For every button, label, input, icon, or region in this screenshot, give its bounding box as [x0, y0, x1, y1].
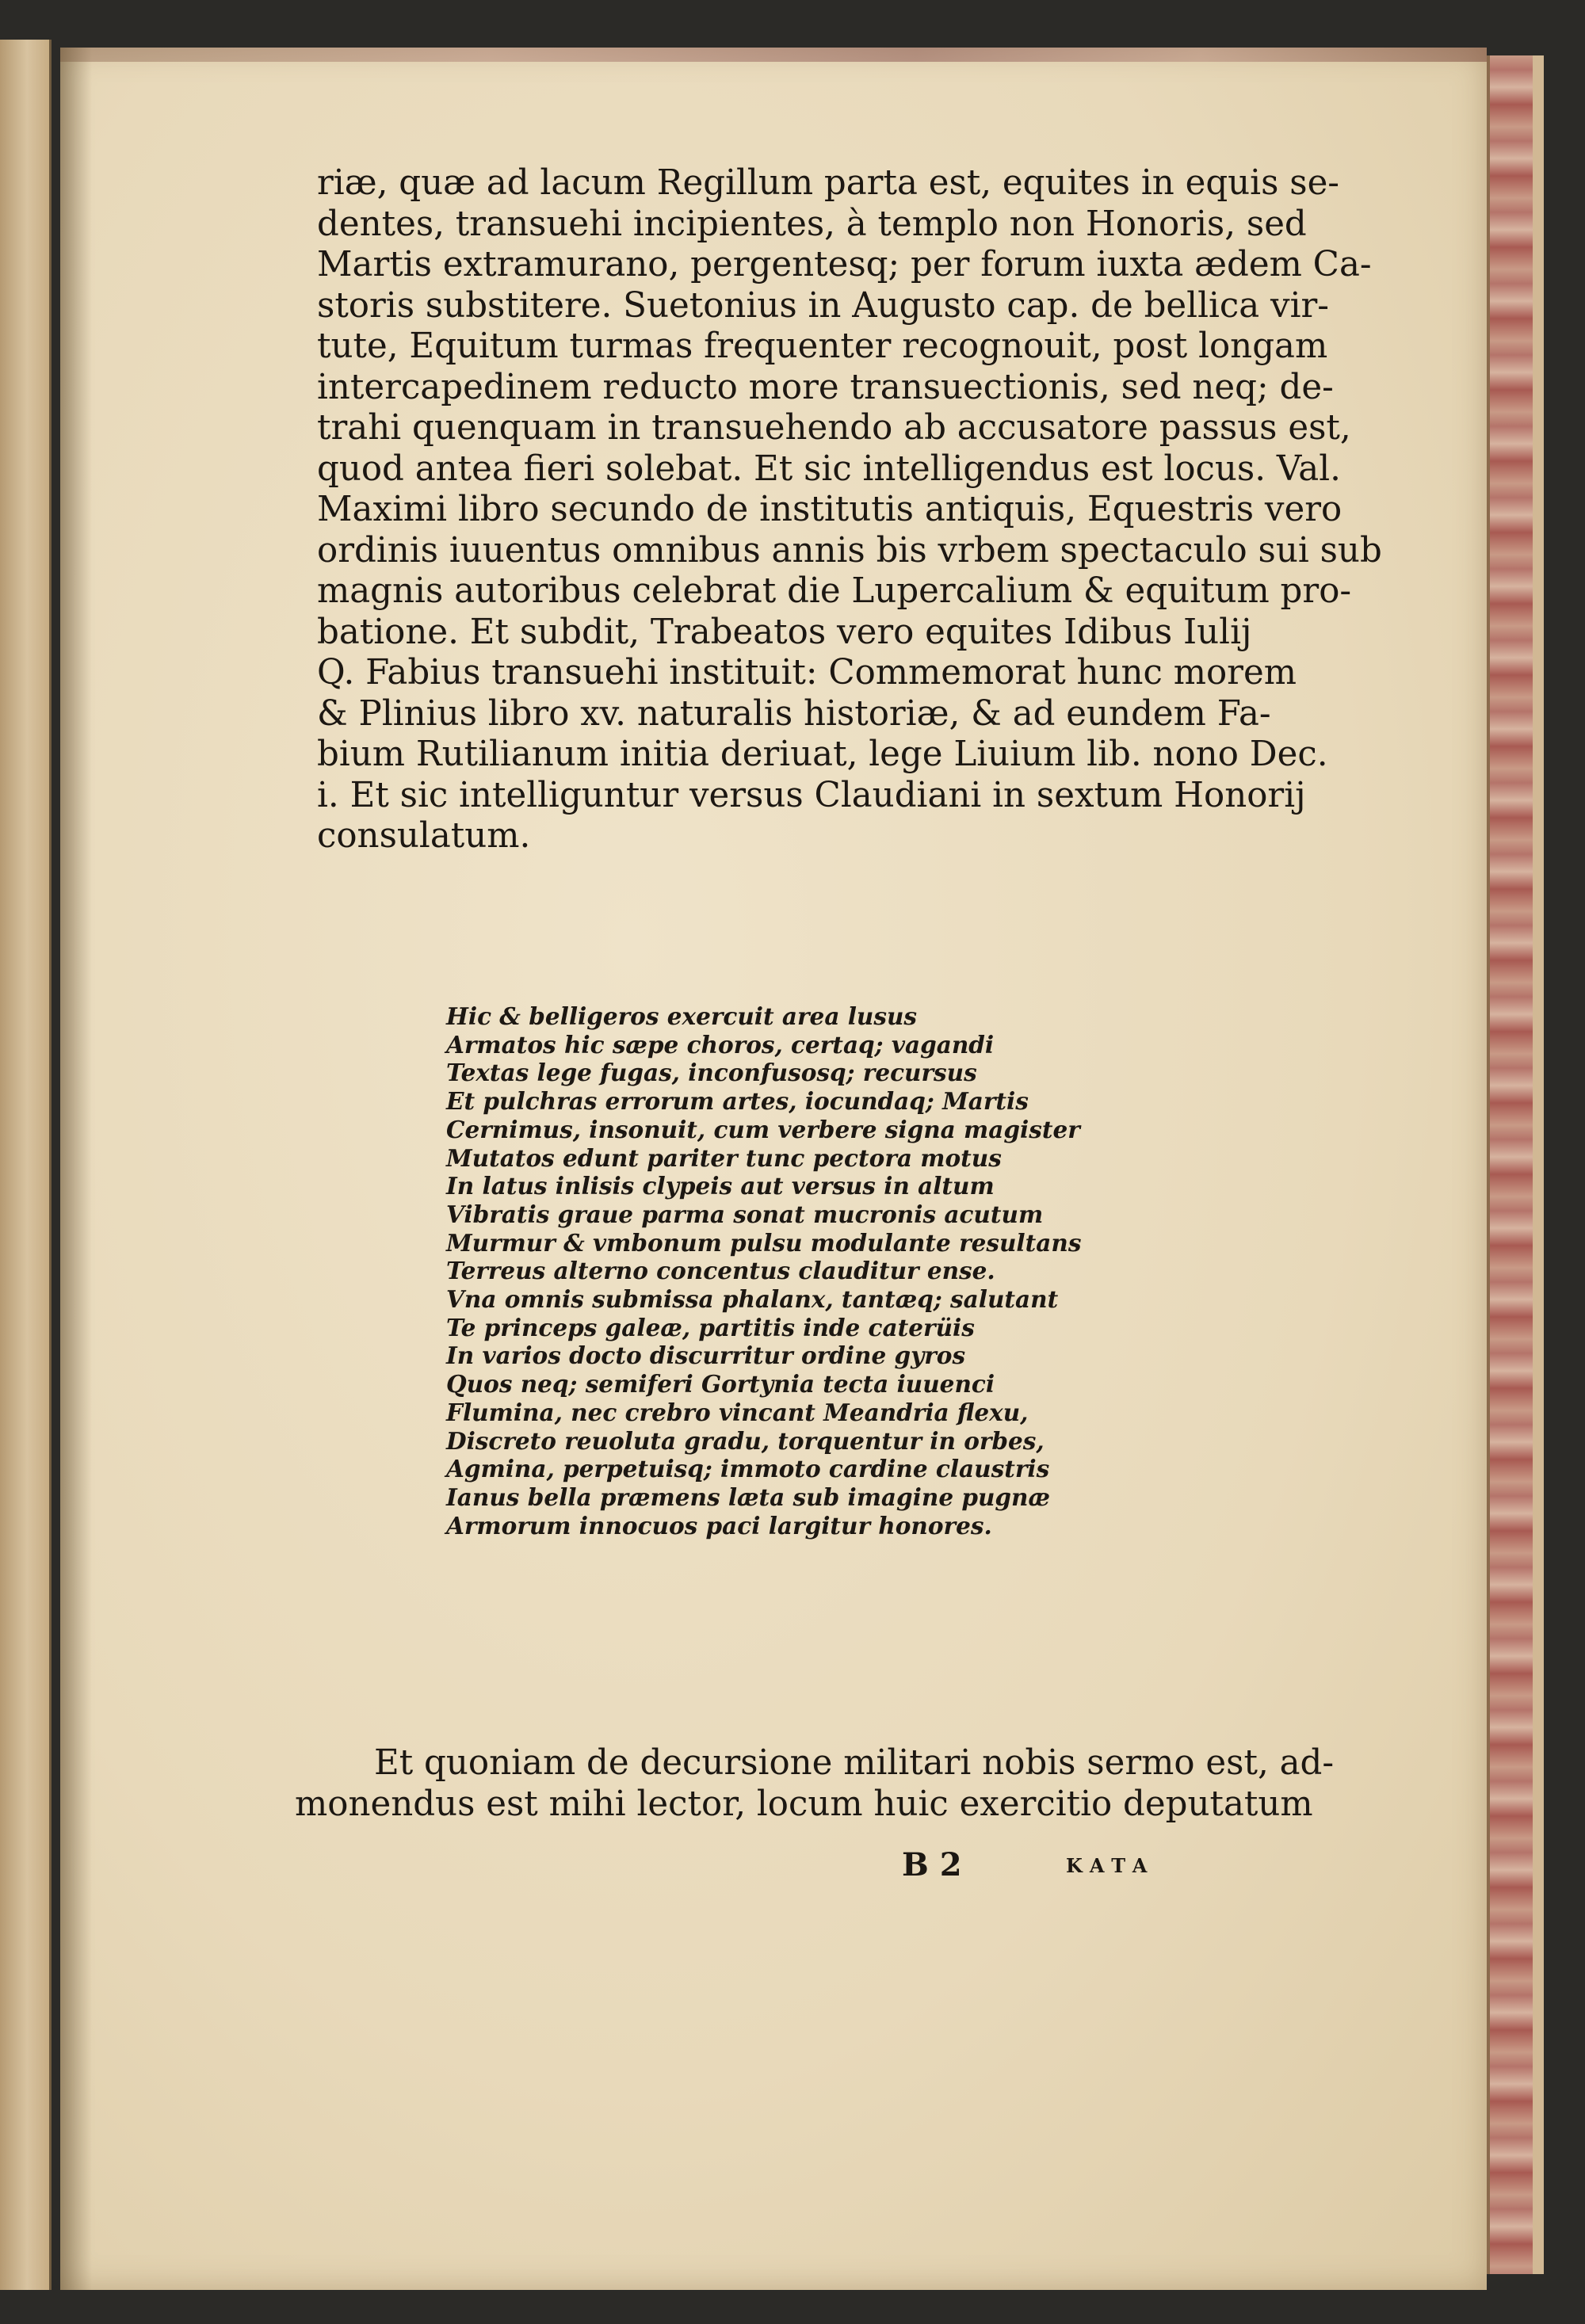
- page-top-edge: [60, 48, 1487, 62]
- verse-line: Te princeps galeæ, partitis inde caterüis: [446, 1313, 975, 1341]
- prose-line: quod antea fieri solebat. Et sic intelligendus est locus. Val.: [317, 448, 1341, 489]
- prose-line: Q. Fabius transuehi instituit: Commemorat hunc morem: [317, 653, 1297, 693]
- prose-line: batione. Et subdit, Trabeatos vero equites Idibus Iulij: [317, 612, 1252, 652]
- verse-line: Discreto reuoluta gradu, torquentur in orbes,: [446, 1426, 1045, 1455]
- verse-line: Ianus bella præmens læta sub imagine pugnæ: [446, 1483, 1050, 1511]
- prose-line: magnis autoribus celebrat die Lupercalium & equitum pro-: [317, 571, 1352, 611]
- prose-line: storis substitere. Suetonius in Augusto cap. de bellica vir-: [317, 285, 1330, 326]
- prose-line: trahi quenquam in transuehendo ab accusatore passus est,: [317, 408, 1351, 448]
- marbled-cover-edge: [1487, 55, 1536, 2274]
- prose-line: intercapedinem reducto more transuectionis, sed neq; de-: [317, 367, 1334, 407]
- verse-line: Agmina, perpetuisq; immoto cardine claustris: [446, 1455, 1050, 1483]
- prose-line: ordinis iuuentus omnibus annis bis vrbem spectaculo sui sub: [317, 530, 1382, 571]
- verse-line: Et pulchras errorum artes, iocundaq; Martis: [446, 1087, 1029, 1116]
- prose-line: consulatum.: [317, 816, 531, 856]
- facing-page-edge: [0, 40, 52, 2290]
- verse-line: In latus inlisis clypeis aut versus in altum: [446, 1172, 995, 1200]
- prose-line: & Plinius libro xv. naturalis historiæ, & ad eundem Fa-: [317, 693, 1271, 734]
- catchword: KATA: [1066, 1854, 1155, 1877]
- closing-line: monendus est mihi lector, locum huic exercitio deputatum: [295, 1784, 1313, 1824]
- verse-line: Vna omnis submissa phalanx, tantæq; salutant: [446, 1285, 1059, 1314]
- verse-line: Cernimus, insonuit, cum verbere signa magister: [446, 1115, 1080, 1143]
- verse-line: Armatos hic sæpe choros, certaq; vagandi: [446, 1030, 995, 1059]
- signature-mark: B 2: [902, 1846, 962, 1883]
- verse-line: Vibratis graue parma sonat mucronis acutum: [446, 1200, 1044, 1228]
- cover-board-edge: [1533, 55, 1544, 2274]
- prose-line: tute, Equitum turmas frequenter recognouit, post longam: [317, 326, 1328, 366]
- prose-line: dentes, transuehi incipientes, à templo non Honoris, sed: [317, 204, 1307, 244]
- prose-line: bium Rutilianum initia deriuat, lege Liuium lib. nono Dec.: [317, 735, 1328, 774]
- verse-line: Hic & belligeros exercuit area lusus: [446, 1002, 918, 1030]
- prose-line: riæ, quæ ad lacum Regillum parta est, equites in equis se-: [317, 163, 1340, 203]
- prose-line: i. Et sic intelliguntur versus Claudiani in sextum Honorij: [317, 775, 1306, 815]
- closing-line: Et quoniam de decursione militari nobis sermo est, ad-: [374, 1743, 1335, 1783]
- verse-line: Flumina, nec crebro vincant Meandria flexu,: [446, 1398, 1029, 1426]
- prose-line: Martis extramurano, pergentesq; per forum iuxta ædem Ca-: [317, 245, 1372, 284]
- verse-line: Mutatos edunt pariter tunc pectora motus: [446, 1143, 1002, 1172]
- verse-line: Terreus alterno concentus clauditur ense.: [446, 1257, 995, 1285]
- prose-paragraph: [317, 163, 1382, 857]
- verse-line: Armorum innocuos paci largitur honores.: [446, 1511, 992, 1540]
- prose-line: Maximi libro secundo de institutis antiquis, Equestris vero: [317, 490, 1342, 529]
- verse-block: [446, 1002, 1082, 1540]
- verse-line: Quos neq; semiferi Gortynia tecta iuuenci: [446, 1370, 995, 1399]
- verse-line: In varios docto discurritur ordine gyros: [446, 1341, 966, 1370]
- verse-line: Textas lege fugas, inconfusosq; recursus: [446, 1059, 977, 1087]
- closing-paragraph: [295, 1743, 1335, 1825]
- verse-line: Murmur & vmbonum pulsu modulante resultans: [446, 1228, 1082, 1257]
- gutter-shadow: [60, 48, 92, 2290]
